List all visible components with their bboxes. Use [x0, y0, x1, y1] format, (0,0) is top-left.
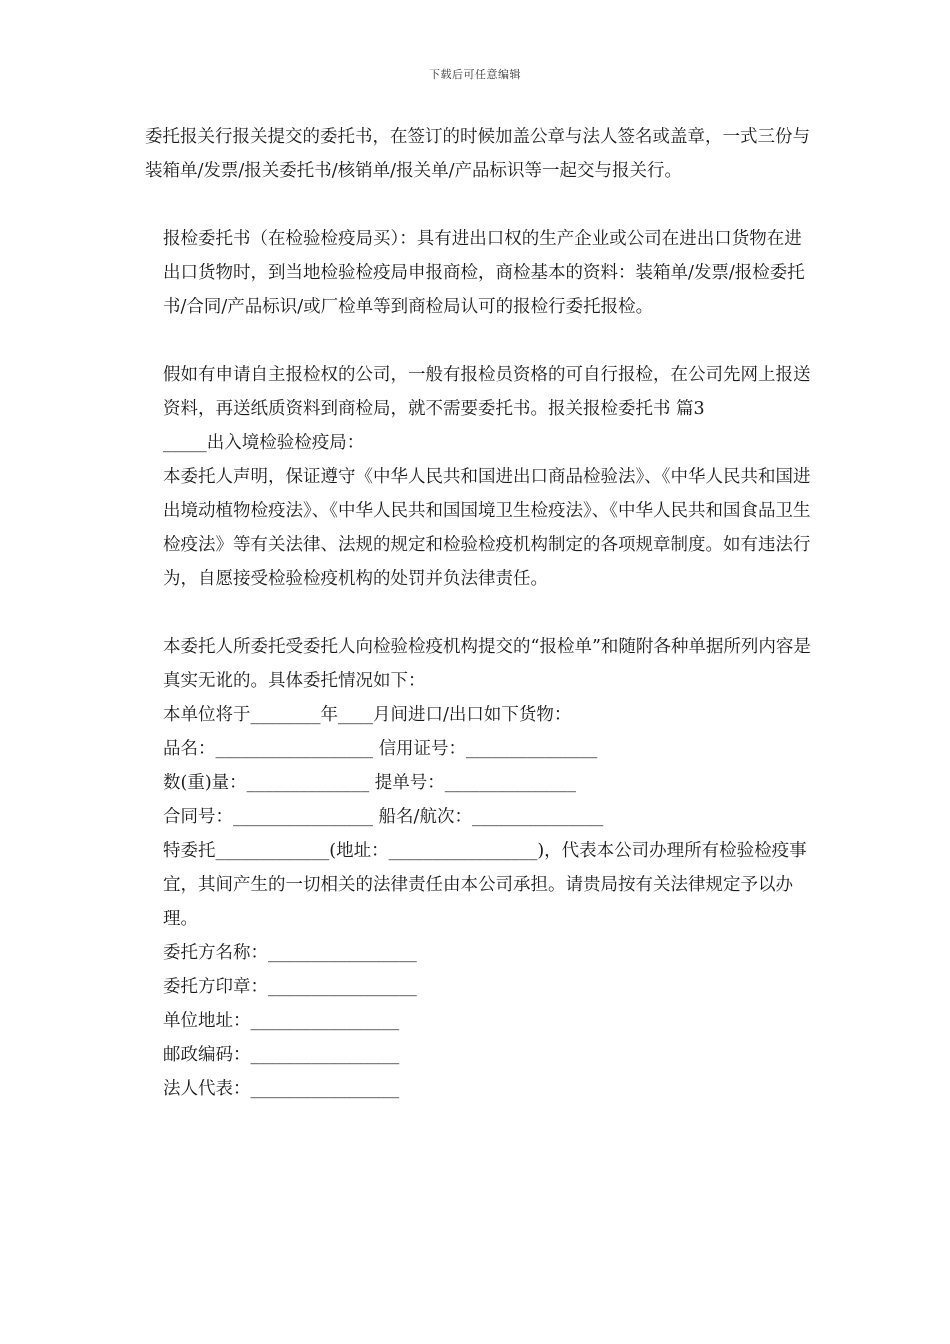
- field-company-address: 单位地址：_________________: [163, 1011, 400, 1031]
- paragraph-declaration: 本委托人声明，保证遵守《中华人民共和国进出口商品检验法》、《中华人民共和国进出境动植物检疫法》、《中华人民共和国国境卫生检疫法》、《中华人民共和国食品卫生检疫法》等有关法律、法规的规定和检验检疫机构制定的各项规章制度。如有违法行为，自愿接受检验检疫机构的处罚并负法律责任。: [163, 467, 811, 589]
- page-header: 下载后可任意编辑: [429, 68, 521, 81]
- field-contract-vessel: 合同号：________________ 船名/航次：_______________: [163, 807, 604, 827]
- field-quantity-bl: 数(重)量：______________ 提单号：_______________: [163, 773, 576, 793]
- paragraph-special-authorization: 特委托_____________(地址：_________________)，代表本公司办理所有检验检疫事宜，其间产生的一切相关的法律责任由本公司承担。请贵局按有关法律规定予以办理。: [163, 841, 807, 929]
- field-postal-code: 邮政编码：_________________: [163, 1045, 400, 1065]
- field-product-name-lc: 品名：__________________ 信用证号：_______________: [163, 739, 598, 759]
- field-import-export-date: 本单位将于________年____月间进口/出口如下货物：: [163, 705, 572, 725]
- field-principal-seal: 委托方印章：_________________: [163, 977, 417, 997]
- field-principal-name: 委托方名称：_________________: [163, 943, 417, 963]
- document-body: [145, 120, 815, 1106]
- addressee-line: _____出入境检验检疫局：: [163, 433, 365, 453]
- field-legal-representative: 法人代表：_________________: [163, 1079, 400, 1099]
- paragraph-inspection-authorization: 报检委托书（在检验检疫局买）：具有进出口权的生产企业或公司在进出口货物在进出口货物时，到当地检验检疫局申报商检，商检基本的资料：装箱单/发票/报检委托书/合同/产品标识/或厂检单等到商检局认可的报检行委托报检。: [163, 229, 805, 317]
- paragraph-self-inspection: 假如有申请自主报检权的公司，一般有报检员资格的可自行报检，在公司先网上报送资料，再送纸质资料到商检局，就不需要委托书。报关报检委托书 篇3: [163, 365, 811, 419]
- paragraph-customs-broker: 委托报关行报关提交的委托书，在签订的时候加盖公章与法人签名或盖章，一式三份与装箱单/发票/报关委托书/核销单/报关单/产品标识等一起交与报关行。: [145, 127, 810, 181]
- paragraph-authenticity: 本委托人所委托受委托人向检验检疫机构提交的“报检单”和随附各种单据所列内容是真实无讹的。具体委托情况如下：: [163, 637, 811, 691]
